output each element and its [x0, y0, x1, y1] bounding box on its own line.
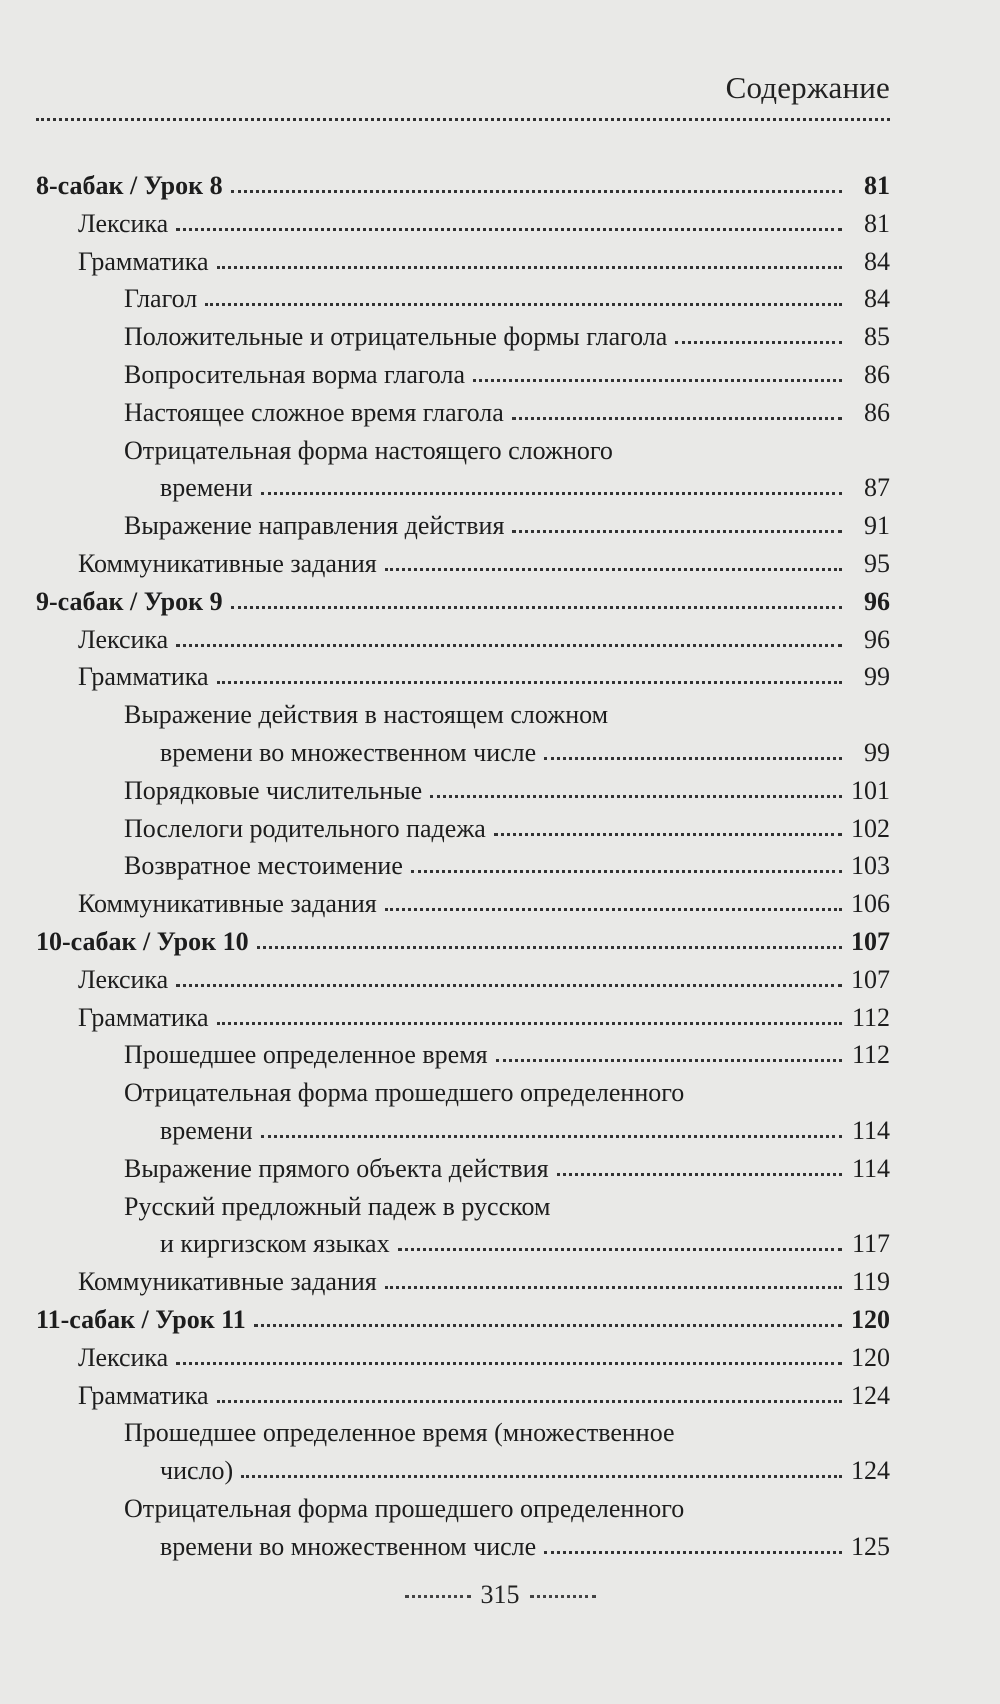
toc-entry-title: Вопросительная ворма глагола — [124, 359, 466, 389]
toc-entry-title: Послелоги родительного падежа — [124, 813, 486, 843]
page-footer — [0, 1582, 1000, 1608]
toc-entry-positive-negative-forms — [36, 318, 890, 356]
toc-entry-past-definite-tense — [36, 1036, 890, 1074]
footer-right-dots — [530, 1595, 596, 1598]
leader-dots — [512, 417, 842, 420]
toc-entry-past-definite-negative-cont — [36, 1112, 890, 1150]
toc-entry-title: 11-сабак / Урок 11 — [36, 1304, 246, 1334]
toc-entry-title: Грамматика — [78, 246, 209, 276]
toc-entry-lesson-8 — [36, 167, 890, 205]
toc-entry-lesson-10 — [36, 923, 890, 961]
toc-page-number: 99 — [864, 737, 890, 767]
leader-dots — [176, 1362, 842, 1365]
toc-entry-title: Положительные и отрицательные формы глагола — [124, 322, 668, 352]
toc-entry-title: Коммуникативные задания — [78, 889, 377, 919]
toc-entry-grammar — [36, 1377, 890, 1415]
toc-page-number: 120 — [851, 1342, 890, 1372]
toc-entry-genitive-postpositions — [36, 810, 890, 848]
toc-entry-question-form — [36, 356, 890, 394]
toc-entry-title: Настоящее сложное время глагола — [124, 397, 504, 427]
toc-entry-grammar — [36, 658, 890, 696]
toc-entry-title: Возвратное местоимение — [124, 851, 403, 881]
toc-entry-title: 9-сабак / Урок 9 — [36, 586, 223, 616]
toc-page-number: 84 — [864, 284, 890, 314]
toc-entry-title: 8-сабак / Урок 8 — [36, 171, 223, 200]
leader-dots — [257, 946, 842, 949]
leader-dots — [398, 1248, 842, 1251]
toc-page-number: 102 — [851, 813, 890, 843]
running-head: Содержание — [725, 70, 890, 105]
toc-entry-lexicon — [36, 621, 890, 659]
toc-entry-title: Лексика — [78, 964, 169, 994]
toc-entry-title-line-1: Отрицательная форма настоящего сложного — [124, 435, 613, 465]
toc-page-number: 101 — [851, 775, 890, 805]
toc-entry-past-definite-plural — [36, 1414, 890, 1452]
leader-dots — [176, 984, 842, 987]
toc-page-number: 103 — [851, 851, 890, 881]
toc-entry-past-definite-negative — [36, 1074, 890, 1112]
toc-page-number: 114 — [851, 1115, 890, 1145]
toc-entry-title-line-2: времени во множественном числе — [160, 1531, 537, 1561]
toc-entry-title: Выражение прямого объекта действия — [124, 1153, 549, 1183]
toc-entry-title: Лексика — [78, 624, 169, 654]
toc-entry-title: Глагол — [124, 284, 198, 314]
leader-dots — [494, 833, 842, 836]
toc-page-number: 95 — [864, 548, 890, 578]
toc-page-number: 81 — [864, 171, 890, 200]
toc-entry-communicative-tasks — [36, 545, 890, 583]
toc-entry-title: Коммуникативные задания — [78, 1267, 377, 1297]
leader-dots — [231, 606, 842, 609]
toc-entry-grammar — [36, 999, 890, 1037]
toc-entry-verb — [36, 280, 890, 318]
leader-dots — [385, 908, 842, 911]
leader-dots — [557, 1173, 842, 1176]
table-of-contents — [36, 167, 890, 1565]
leader-dots — [261, 1135, 842, 1138]
toc-entry-lesson-9 — [36, 583, 890, 621]
toc-entry-title-line-2: времени — [160, 1115, 253, 1145]
leader-dots — [261, 492, 842, 495]
toc-entry-direct-object — [36, 1150, 890, 1188]
toc-entry-title-line-2: времени — [160, 473, 253, 503]
toc-page-number: 117 — [851, 1229, 890, 1259]
toc-entry-title-line-2: времени во множественном числе — [160, 737, 537, 767]
toc-page-number: 87 — [864, 473, 890, 503]
toc-entry-lexicon — [36, 205, 890, 243]
toc-entry-present-complex-plural-cont — [36, 734, 890, 772]
toc-entry-present-complex-negative — [36, 432, 890, 470]
toc-entry-title: Грамматика — [78, 1002, 209, 1032]
toc-entry-present-complex-plural — [36, 696, 890, 734]
toc-entry-communicative-tasks — [36, 885, 890, 923]
toc-page-number: 120 — [851, 1304, 890, 1334]
toc-entry-past-definite-plural-cont — [36, 1452, 890, 1490]
toc-entry-title: Лексика — [78, 208, 169, 238]
toc-page-number: 124 — [851, 1380, 890, 1410]
toc-entry-title-line-2: и киргизском языках — [160, 1229, 390, 1259]
toc-entry-title: 10-сабак / Урок 10 — [36, 926, 249, 956]
toc-entry-lesson-11 — [36, 1301, 890, 1339]
leader-dots — [176, 228, 842, 231]
leader-dots — [176, 644, 842, 647]
toc-entry-title-line-1: Русский предложный падеж в русском — [124, 1191, 551, 1221]
footer-left-dots — [405, 1595, 471, 1598]
leader-dots — [512, 530, 842, 533]
leader-dots — [217, 266, 842, 269]
toc-entry-prepositional-case — [36, 1188, 890, 1226]
toc-entry-communicative-tasks — [36, 1263, 890, 1301]
toc-page-number: 112 — [851, 1040, 890, 1070]
leader-dots — [205, 303, 842, 306]
page-number-group — [405, 1582, 596, 1608]
toc-entry-prepositional-case-cont — [36, 1225, 890, 1263]
toc-entry-grammar — [36, 243, 890, 281]
toc-page-number: 86 — [864, 359, 890, 389]
leader-dots — [473, 379, 842, 382]
toc-page-number: 107 — [851, 926, 890, 956]
toc-entry-present-complex-tense — [36, 394, 890, 432]
toc-entry-title: Грамматика — [78, 662, 209, 692]
toc-entry-title-line-1: Выражение действия в настоящем сложном — [124, 700, 609, 730]
toc-page-number: 106 — [851, 889, 890, 919]
leader-dots — [254, 1324, 842, 1327]
toc-page-number: 114 — [851, 1153, 890, 1183]
toc-entry-title: Грамматика — [78, 1380, 209, 1410]
toc-page-number: 96 — [864, 586, 890, 616]
toc-entry-title: Выражение направления действия — [124, 511, 505, 541]
toc-entry-title-line-2: число) — [160, 1456, 234, 1486]
toc-page-number: 124 — [851, 1456, 890, 1486]
toc-entry-title-line-1: Отрицательная форма прошедшего определенного — [124, 1493, 685, 1523]
toc-page-number: 85 — [864, 322, 890, 352]
toc-entry-lexicon — [36, 1339, 890, 1377]
leader-dots — [217, 681, 842, 684]
header-dotted-rule — [36, 118, 890, 121]
toc-page-number: 84 — [864, 246, 890, 276]
toc-entry-direction-of-action — [36, 507, 890, 545]
leader-dots — [675, 341, 842, 344]
leader-dots — [241, 1475, 842, 1478]
leader-dots — [544, 1551, 842, 1554]
toc-entry-title: Лексика — [78, 1342, 169, 1372]
toc-entry-reflexive-pronoun — [36, 847, 890, 885]
leader-dots — [231, 190, 842, 193]
toc-page-number: 112 — [851, 1002, 890, 1032]
toc-entry-title: Порядковые числительные — [124, 775, 423, 805]
toc-entry-lexicon — [36, 961, 890, 999]
leader-dots — [385, 1286, 842, 1289]
toc-entry-past-definite-negative-plural-cont — [36, 1528, 890, 1566]
leader-dots — [430, 795, 842, 798]
leader-dots — [411, 870, 842, 873]
toc-entry-ordinal-numbers — [36, 772, 890, 810]
toc-page-number: 96 — [864, 624, 890, 654]
toc-page-number: 107 — [851, 964, 890, 994]
toc-entry-title-line-1: Прошедшее определенное время (множественное — [124, 1418, 675, 1448]
leader-dots — [217, 1022, 842, 1025]
toc-page-number: 125 — [851, 1531, 890, 1561]
page-number: 315 — [480, 1580, 520, 1609]
leader-dots — [544, 757, 842, 760]
toc-page-number: 119 — [851, 1267, 890, 1297]
toc-entry-title-line-1: Отрицательная форма прошедшего определенного — [124, 1078, 685, 1108]
toc-entry-title: Коммуникативные задания — [78, 548, 377, 578]
toc-entry-past-definite-negative-plural — [36, 1490, 890, 1528]
toc-page-number: 86 — [864, 397, 890, 427]
leader-dots — [217, 1400, 842, 1403]
leader-dots — [385, 568, 842, 571]
toc-page-number: 91 — [864, 511, 890, 541]
leader-dots — [496, 1059, 842, 1062]
toc-page-number: 81 — [864, 208, 890, 238]
toc-entry-title: Прошедшее определенное время — [124, 1040, 488, 1070]
toc-entry-present-complex-negative-cont — [36, 469, 890, 507]
toc-page-number: 99 — [864, 662, 890, 692]
